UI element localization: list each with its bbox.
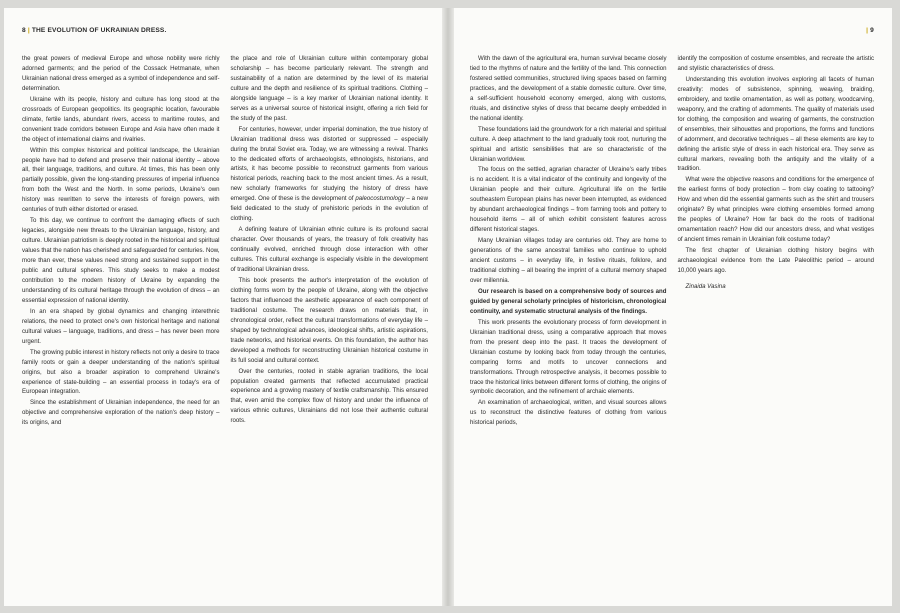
paragraph: Over the centuries, rooted in stable agrarian traditions, the local population created garments that reflected accumulated practical experience and a growing mastery of textile craftsmanship. This ensured that, even amid the complex flow of history and under the influence of various ethnic cultures, Ukrainians did not lose their authentic cultural roots. — [230, 367, 428, 425]
paragraph: A defining feature of Ukrainian ethnic culture is its profound sacral character. Over thousands of years, the treasury of folk creativity has continually evolved, enriched through close interaction with other cultures. This cultural exchange is especially visible in the development of traditional Ukrainian dress. — [230, 226, 428, 274]
paragraph-text: – a new field dedicated to the study of prehistoric periods in the evolution of clothing. — [230, 195, 428, 223]
paragraph: This work presents the evolutionary process of form development in Ukrainian traditional dress, using a comparative approach that moves from the present deep into the past. It traces the development of Ukrainian costume by looking back from today through the centuries, comparing forms and motifs to uncover connections and transformations. Through retrospective analysis, it becomes possible to trace the historical links between different forms of clothing, the origins of symbolic decoration, and the refinement of archaic elements. — [470, 318, 667, 396]
paragraph: the great powers of medieval Europe and whose nobility were richly adorned garments; and the period of the Cossack Hetmanate, when Ukrainian national dress emerged as a symbol of independence and self-determination. — [22, 55, 220, 92]
left-column-1 — [22, 54, 220, 429]
paragraph: To this day, we continue to confront the damaging effects of such legacies, alongside new threats to the Ukrainian language, history, and culture. Ukrainian patriotism is deeply rooted in the historical and spiritual values that the nation has cherished and safeguarded for centuries. Now, more than ever, these values need strong and sustained support in the public and cultural spheres. This study seeks to make a modest contribution to the modern history of Ukraine by expanding the understanding of its cultural heritage through the evolution of dress – an essential expression of national identity. — [22, 217, 220, 304]
paragraph: This book presents the author's interpretation of the evolution of clothing forms worn by the people of Ukraine, along with the objective factors that influenced the aesthetic appearance of each component of traditional costume. The research draws on materials that, in chronological order, reflect the cultural transformations of everyday life – shaped by technological advances, ideological shifts, artistic aspirations, trade networks, and historical events. On this foundation, the author has developed a methods for reconstructing Ukrainian historical costume in its full social and cultural context. — [230, 276, 428, 364]
left-column-2 — [231, 54, 429, 429]
paragraph: With the dawn of the agricultural era, human survival became closely tied to the rhythms of nature and the fertility of the land. This connection fostered settled communities, structured living spaces based on farming practices, and the development of a stable domestic culture. Over time, a self-sufficient household economy emerged, along with customs, rituals, and distinctive styles of dress that became deeply embedded in the national identity. — [470, 55, 667, 122]
paragraph-text: For centuries, however, under imperial domination, the true history of Ukrainian traditional dress was distorted or suppressed – especially during the brutal Soviet era. Today, we are witnessing a revival. Thanks to the dedicated efforts of archaeologists, ethnologists, historians, and artists, it has become possible to reconstruct garments from various historical periods, reaching back to the most ancient times. As a result, new scholarly frameworks for studying the history of dress have emerged. One of these is the development of — [230, 125, 428, 203]
paragraph: Since the establishment of Ukrainian independence, the need for an objective and comprehensive exploration of the nation's deep history – its origins, and — [22, 399, 220, 427]
running-head-separator: | — [27, 27, 30, 34]
paragraph: The focus on the settled, agrarian character of Ukraine's early tribes is no accident. It is a vital indicator of the continuity and longevity of the Ukrainian people and their culture. Agricultural life on the fertile southeastern European plains has never been interrupted, as evidenced by abundant archaeological findings – from farming tools and pottery to household items – all of which exhibit consistent features across different historical stages. — [470, 166, 667, 234]
paragraph: Many Ukrainian villages today are centuries old. They are home to generations of the same ancestral families who continue to uphold ancient customs – in everyday life, in festive rituals, folklore, and traditional clothing – all bearing the imprint of a cultural memory shaped over millennia. — [470, 237, 667, 284]
author-signature: Zinaida Vasina — [685, 282, 726, 290]
running-head-separator: | — [866, 27, 869, 34]
paragraph: Ukraine with its people, history and culture has long stood at the crossroads of European geopolitics. Its geographic location, favourable climate, fertile lands, abundant rivers, access to maritime routes, and convenient trade corridors between Europe and Asia have often made it the object of international claims and rivalries. — [22, 95, 220, 143]
bold-paragraph: Our research is based on a comprehensive body of sources and guided by general scholarly principles of historicism, chronological continuity, and systematic structural analysis of the findings. — [470, 287, 667, 315]
emphasized-term: paleocostumology — [355, 195, 405, 203]
right-page-columns — [470, 54, 874, 429]
paragraph: The first chapter of Ukrainian clothing history begins with archaeological evidence from the Late Paleolithic period – around 10,000 years ago. — [677, 247, 874, 275]
paragraph: the place and role of Ukrainian culture within contemporary global scholarship – has become particularly relevant. The strength and sustainability of a nation are determined by the level of its material culture and the depth and resilience of its spiritual traditions. Clothing – alongside language – is a key marker of Ukrainian national identity. It serves as a universal source of historical insight, offering a rich field for the study of the past. — [230, 55, 428, 122]
paragraph: Understanding this evolution involves exploring all facets of human creativity: modes of subsistence, spinning, weaving, braiding, embroidery, and textile ornamentation, as well as pottery, woodcarving, weaponry, and the crafting of adornments. The quality of materials used for clothing, the composition and wearing of garments, the construction of ensembles, their silhouettes and proportions, the forms and functions of adornment, and decorative techniques – all these elements are key to defining the artistic style of dress in each historical era. They serve as cultural markers, revealing both the antiquity and the vitality of a tradition. — [677, 75, 874, 173]
paragraph: Within this complex historical and political landscape, the Ukrainian people have had to defend and preserve their national identity – above all, their language, traditions, and culture. At times, this has been only partially possible, given the long-standing pressures of imperial influence from both the West and the North. In some periods, Ukraine's own history was rewritten to serve the interests of foreign powers, with centuries of truth either distorted or erased. — [22, 146, 220, 214]
paragraph: The growing public interest in history reflects not only a desire to trace family roots or gain a deeper understanding of the nation's spiritual origins, but also a broader aspiration to comprehend Ukraine's experience of state-building – an essential process in today's era of European integration. — [22, 348, 220, 396]
right-column-1 — [470, 54, 667, 429]
paragraph: What were the objective reasons and conditions for the emergence of the earliest forms of body protection – from clay coating to tattooing? How and when did the essential garments such as the shirt and trousers originate? By what principles were clothing ensembles formed among the peoples of Ukraine? How far back do the roots of traditional ornamentation reach? How did our ancestors dress, and what vestiges of ancient times remain in Ukrainian folk costume today? — [677, 176, 874, 244]
left-page — [4, 8, 442, 606]
book-gutter — [442, 8, 454, 606]
paragraph: An examination of archaeological, written, and visual sources allows us to reconstruct the distinctive features of clothing from various historical periods, — [470, 399, 667, 427]
paragraph: identify the composition of costume ensembles, and recreate the artistic and stylistic characteristics of dress. — [677, 55, 874, 72]
left-page-number: 8 — [22, 27, 26, 34]
left-running-head — [22, 26, 428, 38]
right-page — [454, 8, 892, 606]
right-page-number: 9 — [870, 27, 874, 34]
paragraph: These foundations laid the groundwork for a rich material and spiritual culture. A deep attachment to the land gradually took root, nurturing the spiritual and artistic sensibilities that are so characteristic of the Ukrainian worldview. — [470, 125, 667, 163]
right-running-head — [470, 26, 874, 38]
right-column-2 — [678, 54, 875, 429]
paragraph: In an era shaped by global dynamics and changing interethnic relations, the need to protect one's own historical heritage and national cultural values – language, traditions, and dress – has never been more urgent. — [22, 307, 220, 345]
left-page-columns — [22, 54, 428, 429]
running-title: THE EVOLUTION OF UKRAINIAN DRESS. — [31, 27, 167, 34]
paragraph — [231, 125, 429, 225]
